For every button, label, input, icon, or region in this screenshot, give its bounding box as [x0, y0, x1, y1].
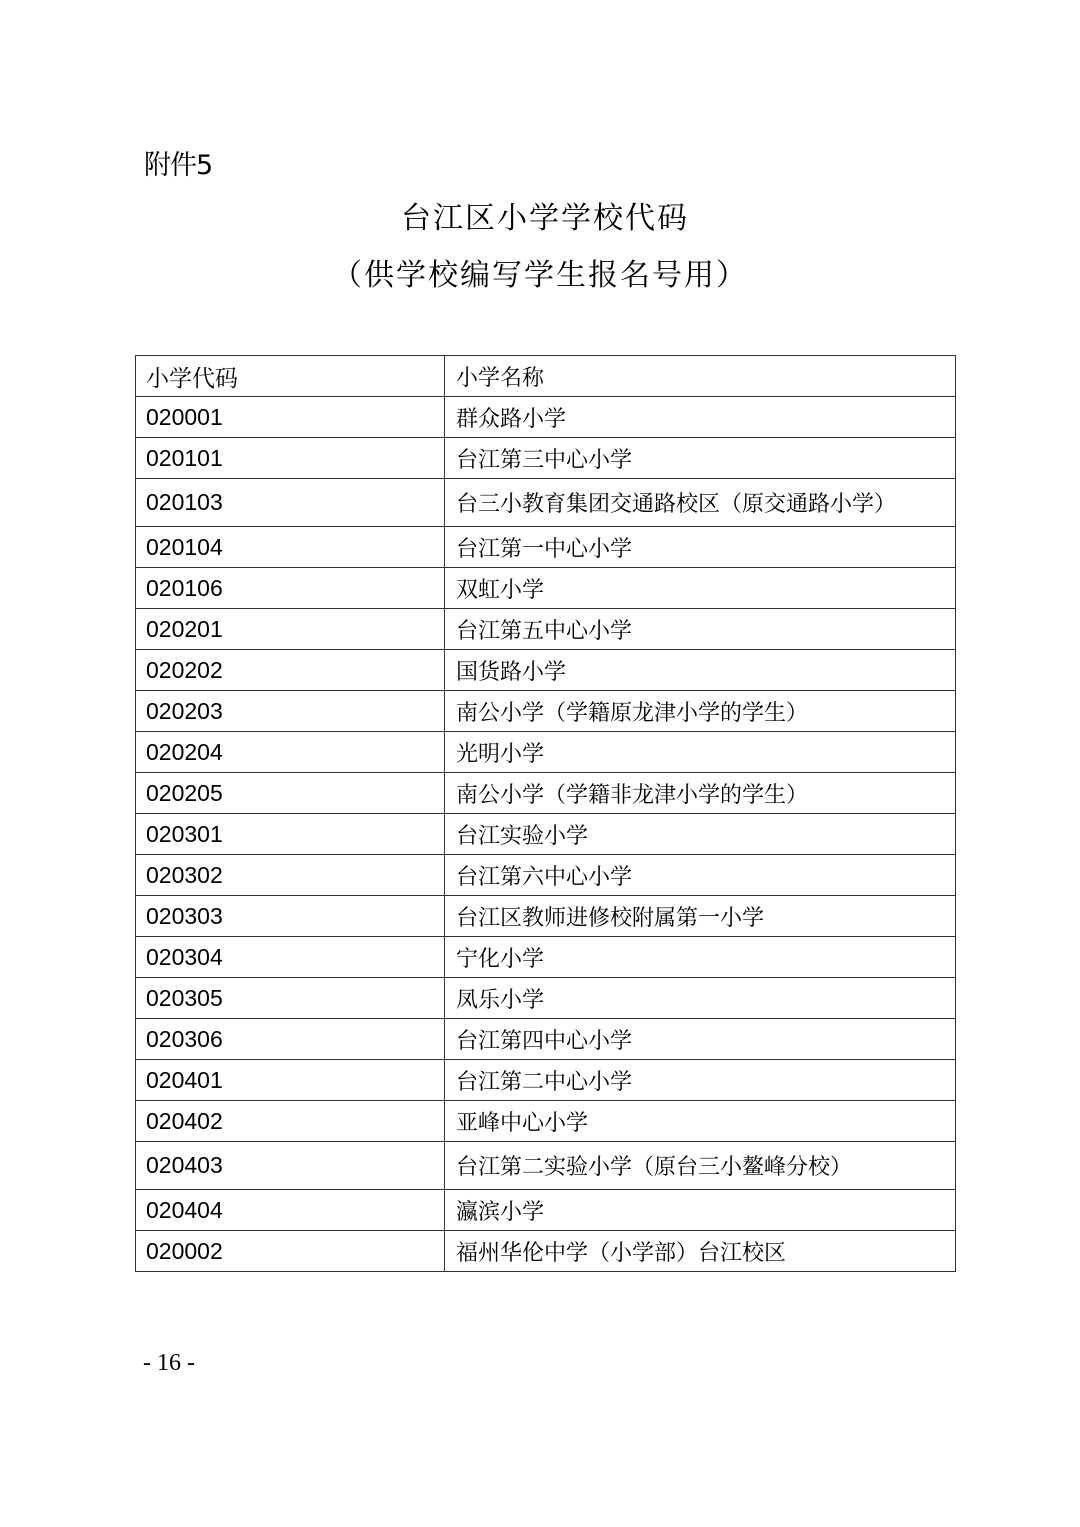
school-code: 020103: [136, 479, 445, 527]
table-row: [136, 896, 956, 937]
table-row: [136, 527, 956, 568]
school-code: 020204: [136, 732, 445, 773]
table-row: [136, 479, 956, 527]
table-row: [136, 1019, 956, 1060]
school-name: 福州华伦中学（小学部）台江校区: [445, 1231, 956, 1272]
school-code: 020404: [136, 1190, 445, 1231]
school-code: 020303: [136, 896, 445, 937]
table-row: [136, 397, 956, 438]
school-name: 南公小学（学籍非龙津小学的学生）: [445, 773, 956, 814]
school-code: 020002: [136, 1231, 445, 1272]
school-name: 双虹小学: [445, 568, 956, 609]
school-name: 台江第一中心小学: [445, 527, 956, 568]
school-name: 台江区教师进修校附属第一小学: [445, 896, 956, 937]
table-row: [136, 978, 956, 1019]
table-row: [136, 650, 956, 691]
table-row: [136, 1101, 956, 1142]
school-code: 020201: [136, 609, 445, 650]
table-row: [136, 773, 956, 814]
school-name: 凤乐小学: [445, 978, 956, 1019]
school-name: 台江第二实验小学（原台三小鳌峰分校）: [445, 1142, 956, 1190]
table-row: [136, 691, 956, 732]
school-code: 020203: [136, 691, 445, 732]
table-row: [136, 937, 956, 978]
school-code: 020106: [136, 568, 445, 609]
table-row: [136, 1231, 956, 1272]
school-code: 020403: [136, 1142, 445, 1190]
school-code: 020402: [136, 1101, 445, 1142]
table-row: [136, 568, 956, 609]
document-subtitle: （供学校编写学生报名号用）: [332, 258, 748, 293]
school-name: 国货路小学: [445, 650, 956, 691]
table-header-row: [136, 356, 956, 397]
school-name: 宁化小学: [445, 937, 956, 978]
school-code: 020202: [136, 650, 445, 691]
school-code: 020304: [136, 937, 445, 978]
school-name: 台江第三中心小学: [445, 438, 956, 479]
attachment-label: 附件5: [144, 150, 213, 181]
school-code-table: [135, 355, 956, 1272]
school-code: 020306: [136, 1019, 445, 1060]
school-code: 020305: [136, 978, 445, 1019]
table-row: [136, 1142, 956, 1190]
school-name: 台江第五中心小学: [445, 609, 956, 650]
header-code: 小学代码: [136, 356, 445, 397]
school-code: 020301: [136, 814, 445, 855]
school-name: 台江第六中心小学: [445, 855, 956, 896]
school-code: 020101: [136, 438, 445, 479]
table-row: [136, 732, 956, 773]
school-name: 群众路小学: [445, 397, 956, 438]
school-name: 台江第二中心小学: [445, 1060, 956, 1101]
table-row: [136, 1190, 956, 1231]
school-name: 台江实验小学: [445, 814, 956, 855]
table-row: [136, 855, 956, 896]
school-name: 光明小学: [445, 732, 956, 773]
table-row: [136, 438, 956, 479]
school-code: 020401: [136, 1060, 445, 1101]
school-code: 020104: [136, 527, 445, 568]
table-row: [136, 609, 956, 650]
page-number: - 16 -: [143, 1350, 195, 1376]
school-code: 020205: [136, 773, 445, 814]
header-name: 小学名称: [445, 356, 956, 397]
table-row: [136, 1060, 956, 1101]
school-code: 020302: [136, 855, 445, 896]
school-name: 台三小教育集团交通路校区（原交通路小学）: [445, 479, 956, 527]
school-code: 020001: [136, 397, 445, 438]
document-title: 台江区小学学校代码: [401, 201, 689, 236]
school-name: 南公小学（学籍原龙津小学的学生）: [445, 691, 956, 732]
school-name: 瀛滨小学: [445, 1190, 956, 1231]
school-name: 亚峰中心小学: [445, 1101, 956, 1142]
school-name: 台江第四中心小学: [445, 1019, 956, 1060]
table-row: [136, 814, 956, 855]
